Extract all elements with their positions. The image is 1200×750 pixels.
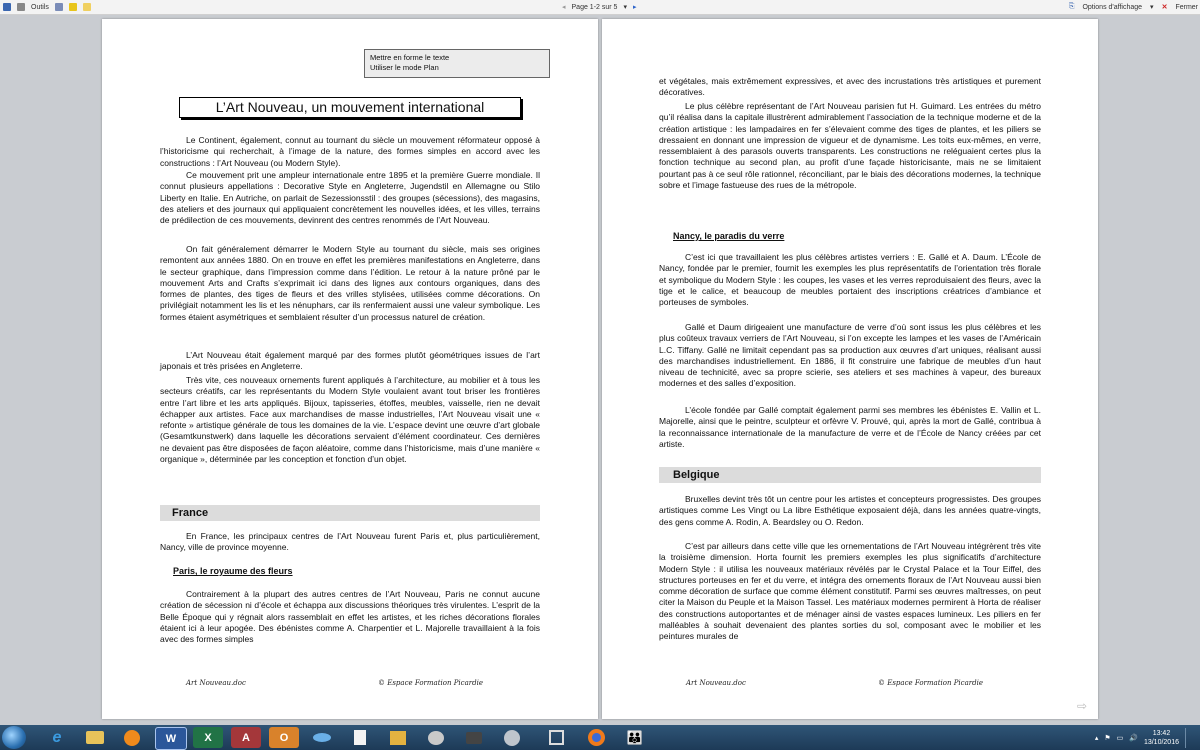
- footer-copyright: © Espace Formation Picardie: [878, 679, 983, 687]
- windows-taskbar: [0, 725, 1200, 750]
- excel-icon[interactable]: X: [193, 727, 223, 748]
- instruction-note: [364, 49, 550, 78]
- paragraph: et végétales, mais extrêmement expressives, et avec des incrustations très artistiques et purement décoratives.: [659, 76, 1041, 98]
- paint-icon[interactable]: [421, 727, 451, 748]
- documents-icon[interactable]: [345, 727, 375, 748]
- close-button[interactable]: Fermer: [1175, 3, 1198, 11]
- app-icon[interactable]: [307, 727, 337, 748]
- view-options-dropdown-icon[interactable]: ▾: [1150, 4, 1154, 11]
- section-heading-belgique: Belgique: [659, 467, 1041, 483]
- show-hidden-icons-icon[interactable]: ▴: [1094, 735, 1099, 742]
- document-workspace: [0, 15, 1200, 725]
- firefox-icon[interactable]: [581, 727, 611, 748]
- clock[interactable]: [1144, 729, 1179, 747]
- paragraph: Ce mouvement prit une ampleur internationale entre 1895 et la première Guerre mondiale. Il connut plusieurs appellations : Decorative Style en Angleterre, Jugendstil en Allemagne ou Stilo Liberty en Italie. En Autriche, on parlait de Sezessionsstil : des groupes (sécessions), des magasins, des ateliers et des journaux qui appliquaient concrètement les nouvelles idées, et les villes, terrains de prédilection de ces mouvements, devinrent des centres renommés de l’Art Nouveau.: [160, 170, 540, 226]
- outlook-icon[interactable]: O: [269, 727, 299, 748]
- paragraph: Le plus célèbre représentant de l’Art Nouveau parisien fut H. Guimard. Les entrées du métro qu’il réalisa dans la capitale illustrèrent admirablement l’association de la technique moderne et de la création artistique : les lampadaires en fer s’élevaient comme des tiges de plantes, et les piliers se dressaient en donnant une impression de vigueur et de dynamisme. Les toits eux-mêmes, en verre, ressemblaient à des parasols ouverts transparents. Les constructions ne reléguaient certes plus la fonction technique au second plan, au profit d’une façade historicisante, mais ne se limitaient pourtant pas à ce seul rôle rationnel, réconciliant, par le biais des décorations modernes, la technique sobre et l’image fastueuse des rues de la métropole.: [659, 101, 1041, 191]
- paragraph: On fait généralement démarrer le Modern Style au tournant du siècle, mais ses origines remontent aux années 1880. On en trouve en effet les premières manifestations en Angleterre, dans le secteur graphique, dans l’impression comme dans l’édition. Le retour à la nature prôné par le mouvement Arts and Crafts s’exprimait ici dans des lignes aux contours organiques, dans des formes de plantes, des tiges de fleurs et des vrilles stylisées, utilisées comme décorations. On privilégiait notamment les lis et les nénuphars, car ils renfermaient aussi une valeur symbolique. Les formes étaient asymétriques et semblaient résulter d’un processus naturel de création.: [160, 244, 540, 322]
- page-left: [102, 19, 598, 719]
- highlight-icon[interactable]: [69, 3, 77, 11]
- prev-page-icon[interactable]: ◂: [562, 4, 566, 11]
- word-icon[interactable]: W: [155, 727, 187, 750]
- network-icon[interactable]: ▭: [1116, 735, 1124, 742]
- note-line-2: Utiliser le mode Plan: [370, 63, 439, 72]
- show-desktop-button[interactable]: [1185, 728, 1192, 748]
- reading-toolbar: [0, 0, 1200, 15]
- paragraph: L’école fondée par Gallé comptait également parmi ses membres les ébénistes E. Vallin et L. Majorelle, ainsi que le peintre, sculpteur et orfèvre V. Prouvé, qui, après la mort de Gallé, contribua à la reconnaissance internationale de la manufacture de verre et de l’École de Nancy créées par cet artiste.: [659, 405, 1041, 449]
- paragraph: C’est par ailleurs dans cette ville que les ornementations de l’Art Nouveau intégrèrent très vite la troisième dimension. Horta fournit les premiers exemples les plus significatifs d’architecture Modern Style : il utilisa les nouveaux matériaux révélés par le Crystal Palace et la Tour Eiffel, des structures porteuses en fer et du verre, et intégra des ornements floraux de l’Art Nouveau aussi bien comme décoration de surface que comme élément constitutif. Parmi ses œuvres maîtresses, on peut citer la Maison du Peuple et la Maison Tassel. Les matériaux modernes permirent à Horta de réaliser des constructions autoportantes et de ménager ainsi de vastes espaces lumineux. Les piliers en fer malléables à souhait devenaient des plantes sorties du sol, composant avec le mobilier et les peintures murales de: [659, 541, 1041, 642]
- comment-icon[interactable]: [83, 3, 91, 11]
- start-button[interactable]: [2, 726, 26, 749]
- flag-icon[interactable]: ⚑: [1104, 735, 1111, 742]
- page-turn-arrow-icon[interactable]: ⇨: [1077, 699, 1088, 713]
- family-icon[interactable]: 👪: [626, 729, 644, 745]
- close-icon[interactable]: ✕: [1161, 4, 1168, 11]
- section-heading-france: France: [160, 505, 540, 521]
- paragraph: Bruxelles devint très tôt un centre pour les artistes et concepteurs progressistes. Des groupes artistiques comme Les Vingt ou La libre Esthétique exposaient déjà, dans les années quatre-vingts, des gens comme A. Rodin, A. Beardsley ou O. Redon.: [659, 494, 1041, 527]
- app-icon[interactable]: [459, 727, 489, 748]
- page-nav[interactable]: Page 1-2 sur 5: [571, 3, 618, 11]
- save-icon[interactable]: [3, 3, 11, 11]
- paragraph: C’est ici que travaillaient les plus célèbres artistes verriers : E. Gallé et A. Daum. L’École de Nancy, fondée par le premier, fournit les exemples les plus représentatifs de l’orientation très florale et symbolique du Modern Style : les coupes, les vases et les verres reproduisaient des fleurs, avec la tige et le calice, et beaucoup de meubles portaient des inscriptions créatrices d’ambiance et porteuses de symboles.: [659, 252, 1041, 308]
- footer-filename: Art Nouveau.doc: [186, 679, 246, 687]
- paragraph: Le Continent, également, connut au tournant du siècle un mouvement réformateur opposé à l’historicisme qui recherchait, à l’image de la nature, des formes simples en accord avec les constructions : l’Art Nouveau (ou Modern Style).: [160, 135, 540, 168]
- volume-icon[interactable]: 🔊: [1129, 735, 1138, 742]
- footer-copyright: © Espace Formation Picardie: [378, 679, 483, 687]
- snipping-tool-icon[interactable]: [541, 727, 571, 748]
- page-right: [602, 19, 1098, 719]
- clock-time: 13:42: [1152, 730, 1171, 737]
- document-title: L’Art Nouveau, un mouvement international: [179, 97, 521, 118]
- media-player-icon[interactable]: [117, 727, 147, 748]
- access-icon[interactable]: A: [231, 727, 261, 748]
- paragraph: Contrairement à la plupart des autres centres de l’Art Nouveau, Paris ne connut aucune création de sécession ni d’école et échappa aux discussions théoriques très virulentes. L’esprit de la Belle Époque qui y régnait alors rassemblait en effet les artistes, et les riches décorations florales étaient ici à leur apogée. Des ébénistes comme A. Charpentier et L. Majorelle travaillaient à la fois avec des formes simples: [160, 589, 540, 645]
- explorer-icon[interactable]: [80, 727, 110, 748]
- page-nav-dropdown-icon[interactable]: ▾: [623, 4, 627, 11]
- footer-filename: Art Nouveau.doc: [686, 679, 746, 687]
- paragraph: Gallé et Daum dirigeaient une manufacture de verre d’où sont issus les plus célèbres et les plus coûteux travaux verriers de l’Art Nouveau, si l’on excepte les lampes et les vases de l’Américain L.C. Tiffany. Gallé ne limitait cependant pas sa production aux œuvres d’art uniques, réalisant aussi des marchandises industriellement. En 1886, il fit construire une fabrique de meubles d’un haut niveau de technicité, avec sa propre scierie, ses ateliers et ses machines à vapeur, des bureaux modernes et des salles d’exposition.: [659, 322, 1041, 389]
- paragraph: Très vite, ces nouveaux ornements furent appliqués à l’architecture, au mobilier et à tous les secteurs créatifs, car les représentants du Modern Style voulaient avant tout briser les frontières entre l’art libre et les arts appliqués. Bijoux, tapisseries, étoffes, meubles, vaisselle, rien ne devait échapper aux artistes. Face aux marchandises de masse industrielles, l’Art Nouveau visait une « refonte » artistique générale de tous les domaines de la vie. L’espace devint une œuvre d’art globale (Gesamtkunstwerk) dans laquelle les décorations servaient d’élément coordinateur. Ces dernières ne devaient pas être disposées de façon aléatoire, comme dans l’historicisme, mais d’une manière « organique », déterminée par les conception et fonction d’un objet.: [160, 375, 540, 465]
- subheading-paris: Paris, le royaume des fleurs: [173, 566, 293, 576]
- clock-date: 13/10/2016: [1143, 739, 1179, 746]
- paragraph: En France, les principaux centres de l’Art Nouveau furent Paris et, plus particulièrement, Nancy, ville de province moyenne.: [160, 531, 540, 553]
- paragraph: L’Art Nouveau était également marqué par des formes plutôt géométriques issues de l’art japonais et très prisées en Angleterre.: [160, 350, 540, 372]
- grammar-icon[interactable]: [55, 3, 63, 11]
- subheading-nancy: Nancy, le paradis du verre: [673, 231, 785, 241]
- system-tray: [1095, 727, 1192, 749]
- tools-icon[interactable]: [17, 3, 25, 11]
- app-icon[interactable]: [497, 727, 527, 748]
- view-options-icon: ⎘: [1068, 3, 1075, 10]
- photos-icon[interactable]: [383, 727, 413, 748]
- tools-menu[interactable]: Outils: [31, 3, 49, 11]
- note-line-1: Mettre en forme le texte: [370, 53, 450, 62]
- view-options-menu[interactable]: Options d'affichage: [1082, 3, 1143, 11]
- next-page-icon[interactable]: ▸: [632, 4, 637, 11]
- ie-icon[interactable]: e: [52, 728, 62, 746]
